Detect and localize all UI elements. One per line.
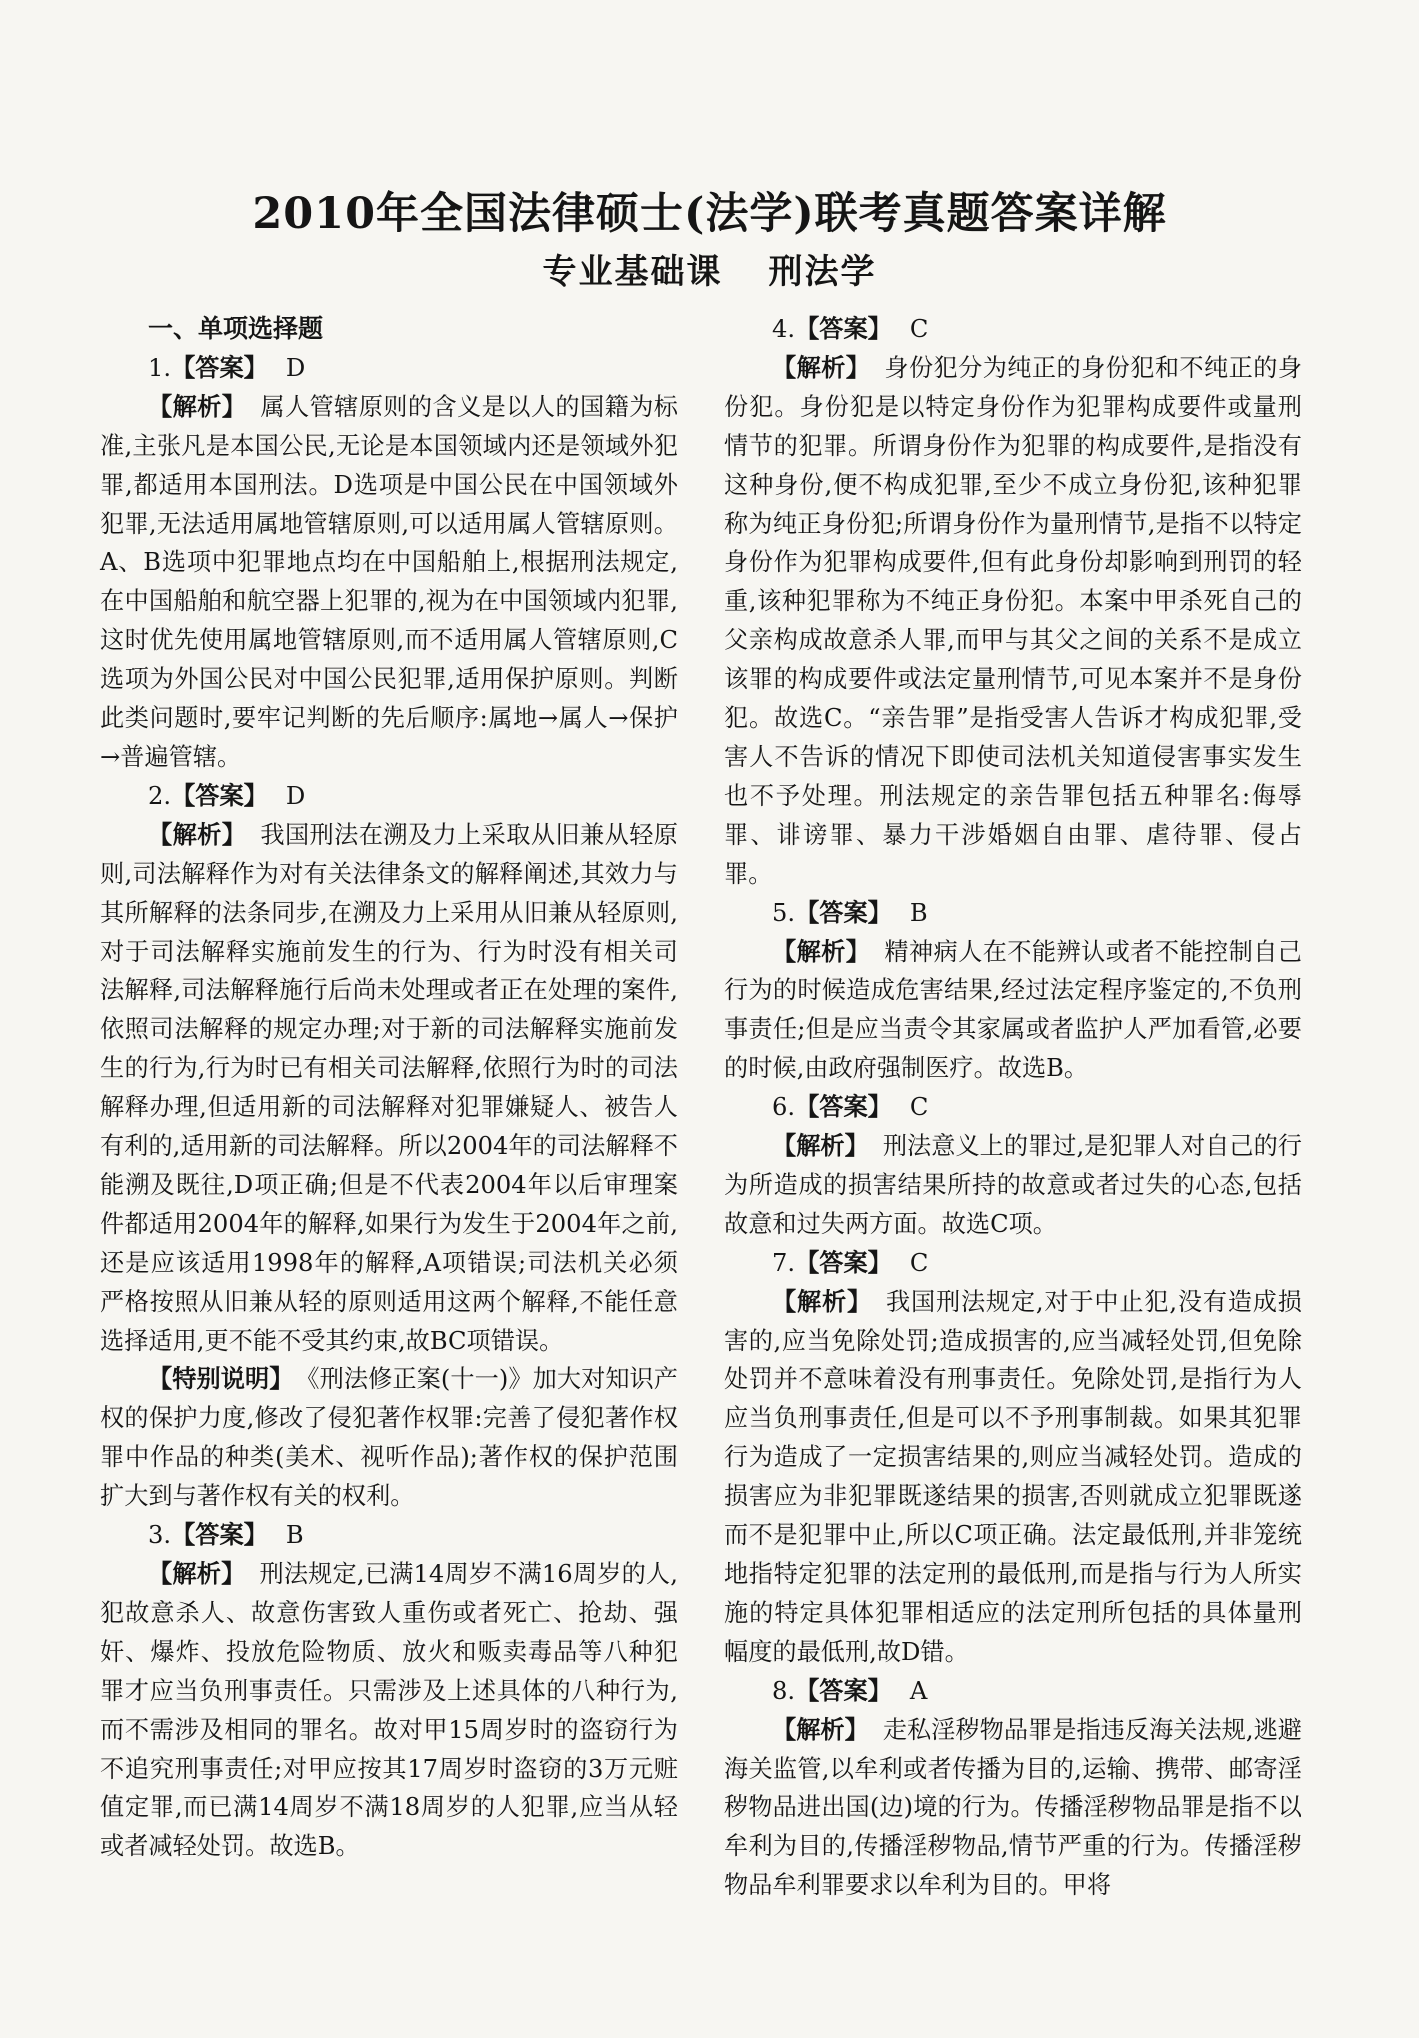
answer-value: C	[909, 1093, 929, 1122]
special-note-text: 《刑法修正案(十一)》加大对知识产权的保护力度,修改了侵犯著作权罪:完善了侵犯著作权罪中作品的种类(美术、视听作品);著作权的保护范围扩大到与著作权有关的权利。	[100, 1365, 678, 1511]
explanation-text: 属人管辖原则的含义是以人的国籍为标准,主张凡是本国公民,无论是本国领域内还是领域外犯罪,都适用本国刑法。D选项是中国公民在中国领域外犯罪,无法适用属地管辖原则,可以适用属人管辖原则。A、B选项中犯罪地点均在中国船舶上,根据刑法规定,在中国船舶和航空器上犯罪的,视为在中国领域内犯罪,这时优先使用属地管辖原则,而不适用属人管辖原则,C选项为外国公民对中国公民犯罪,适用保护原则。判断此类问题时,要牢记判断的先后顺序:属地→属人→保护→普遍管辖。	[100, 392, 678, 771]
answer-line-3: 3.【答案】 B	[148, 1521, 304, 1550]
explanation-7	[724, 1283, 1302, 1672]
answer-value: C	[909, 1248, 929, 1277]
explanation-4	[724, 349, 1302, 894]
right-column	[724, 310, 1302, 1905]
explanation-label: 【解析】	[148, 820, 247, 849]
answer-value: A	[909, 1676, 928, 1705]
answer-label: 【答案】	[795, 1248, 892, 1277]
answer-line-8: 8.【答案】 A	[772, 1676, 928, 1705]
explanation-text: 我国刑法规定,对于中止犯,没有造成损害的,应当免除处罚;造成损害的,应当减轻处罚,但免除处罚并不意味着没有刑事责任。免除处罚,是指行为人应当负刑事责任,但是可以不予刑事制裁。如果其犯罪行为造成了一定损害结果的,则应当减轻处罚。造成的损害应为非犯罪既遂结果的损害,否则就成立犯罪既遂而不是犯罪中止,所以C项正确。法定最低刑,并非笼统地指特定犯罪的法定刑的最低刑,而是指与行为人所实施的特定具体犯罪相适应的法定刑所包括的具体量刑幅度的最低刑,故D错。	[724, 1287, 1302, 1666]
explanation-label: 【解析】	[772, 937, 871, 966]
answer-label: 【答案】	[171, 1521, 268, 1550]
answer-value: C	[909, 315, 929, 343]
answer-label: 【答案】	[795, 1676, 892, 1705]
left-column	[100, 310, 678, 1866]
answer-line-6: 6.【答案】 C	[772, 1093, 929, 1122]
explanation-label: 【解析】	[772, 1132, 869, 1161]
explanation-5	[724, 933, 1302, 1089]
answer-value: B	[909, 898, 928, 927]
answer-value: D	[285, 353, 306, 382]
explanation-text: 精神病人在不能辨认或者不能控制自己行为的时候造成危害结果,经过法定程序鉴定的,不负刑事责任;但是应当责令其家属或者监护人严加看管,必要的时候,由政府强制医疗。故选B。	[724, 937, 1302, 1083]
special-note	[100, 1360, 678, 1516]
explanation-label: 【解析】	[772, 1715, 869, 1744]
explanation-3	[100, 1555, 678, 1866]
answer-label: 【答案】	[171, 353, 268, 382]
answer-value: D	[285, 781, 306, 810]
explanation-2	[100, 816, 678, 1361]
explanation-8	[724, 1711, 1302, 1906]
page-title: 2010年全国法律硕士(法学)联考真题答案详解	[252, 189, 1167, 239]
answer-line-7: 7.【答案】 C	[772, 1248, 929, 1277]
answer-label: 【答案】	[171, 781, 268, 810]
page-subtitle	[0, 244, 1419, 293]
explanation-text: 我国刑法在溯及力上采取从旧兼从轻原则,司法解释作为对有关法律条文的解释阐述,其效力与其所解释的法条同步,在溯及力上采用从旧兼从轻原则,对于司法解释实施前发生的行为、行为时没有相关司法解释,司法解释施行后尚未处理或者正在处理的案件,依照司法解释的规定办理;对于新的司法解释实施前发生的行为,行为时已有相关司法解释,依照行为时的司法解释办理,但适用新的司法解释对犯罪嫌疑人、被告人有利的,适用新的司法解释。所以2004年的司法解释不能溯及既往,D项正确;但是不代表2004年以后审理案件都适用2004年的解释,如果行为发生于2004年之前,还是应该适用1998年的解释,A项错误;司法机关必须严格按照从旧兼从轻的原则适用这两个解释,不能任意选择适用,更不能不受其约束,故BC项错误。	[100, 820, 678, 1355]
subtitle-course: 专业基础课	[542, 252, 723, 292]
explanation-text: 身份犯分为纯正的身份犯和不纯正的身份犯。身份犯是以特定身份作为犯罪构成要件或量刑情节的犯罪。所谓身份作为犯罪的构成要件,是指没有这种身份,便不构成犯罪,至少不成立身份犯,该种犯罪称为纯正身份犯;所谓身份作为量刑情节,是指不以特定身份作为犯罪构成要件,但有此身份却影响到刑罚的轻重,该种犯罪称为不纯正身份犯。本案中甲杀死自己的父亲构成故意杀人罪,而甲与其父之间的关系不是成立该罪的构成要件或法定量刑情节,可见本案并不是身份犯。故选C。“亲告罪”是指受害人告诉才构成犯罪,受害人不告诉的情况下即使司法机关知道侵害事实发生也不予处理。刑法规定的亲告罪包括五种罪名:侮辱罪、诽谤罪、暴力干涉婚姻自由罪、虐待罪、侵占罪。	[724, 353, 1302, 888]
explanation-6	[724, 1127, 1302, 1244]
section-heading: 一、单项选择题	[148, 314, 324, 343]
answer-line-4: 4.【答案】 C	[772, 315, 929, 343]
answer-label: 【答案】	[795, 1093, 892, 1122]
explanation-label: 【解析】	[148, 392, 247, 421]
explanation-label: 【解析】	[772, 353, 871, 382]
answer-line-5: 5.【答案】 B	[772, 898, 928, 927]
answer-value: B	[285, 1521, 304, 1550]
answer-label: 【答案】	[795, 315, 892, 343]
explanation-1	[100, 388, 678, 777]
explanation-label: 【解析】	[148, 1560, 246, 1588]
special-note-label: 【特别说明】	[148, 1365, 294, 1394]
subtitle-subject: 刑法学	[768, 252, 877, 292]
answer-line-2: 2.【答案】 D	[148, 781, 306, 810]
answer-label: 【答案】	[795, 898, 892, 927]
answer-line-1: 1.【答案】 D	[148, 353, 306, 382]
explanation-text: 走私淫秽物品罪是指违反海关法规,逃避海关监管,以牟利或者传播为目的,运输、携带、邮寄淫秽物品进出国(边)境的行为。传播淫秽物品罪是指不以牟利为目的,传播淫秽物品,情节严重的行为。传播淫秽物品牟利罪要求以牟利为目的。甲将	[724, 1715, 1302, 1900]
explanation-label: 【解析】	[772, 1287, 872, 1316]
explanation-text: 刑法规定,已满14周岁不满16周岁的人,犯故意杀人、故意伤害致人重伤或者死亡、抢劫、强奸、爆炸、投放危险物质、放火和贩卖毒品等八种犯罪才应当负刑事责任。只需涉及上述具体的八种行为,而不需涉及相同的罪名。故对甲15周岁时的盗窃行为不追究刑事责任;对甲应按其17周岁时盗窃的3万元赃值定罪,而已满14周岁不满18周岁的人犯罪,应当从轻或者减轻处罚。故选B。	[100, 1560, 678, 1861]
explanation-text: 刑法意义上的罪过,是犯罪人对自己的行为所造成的损害结果所持的故意或者过失的心态,包括故意和过失两方面。故选C项。	[724, 1132, 1302, 1238]
